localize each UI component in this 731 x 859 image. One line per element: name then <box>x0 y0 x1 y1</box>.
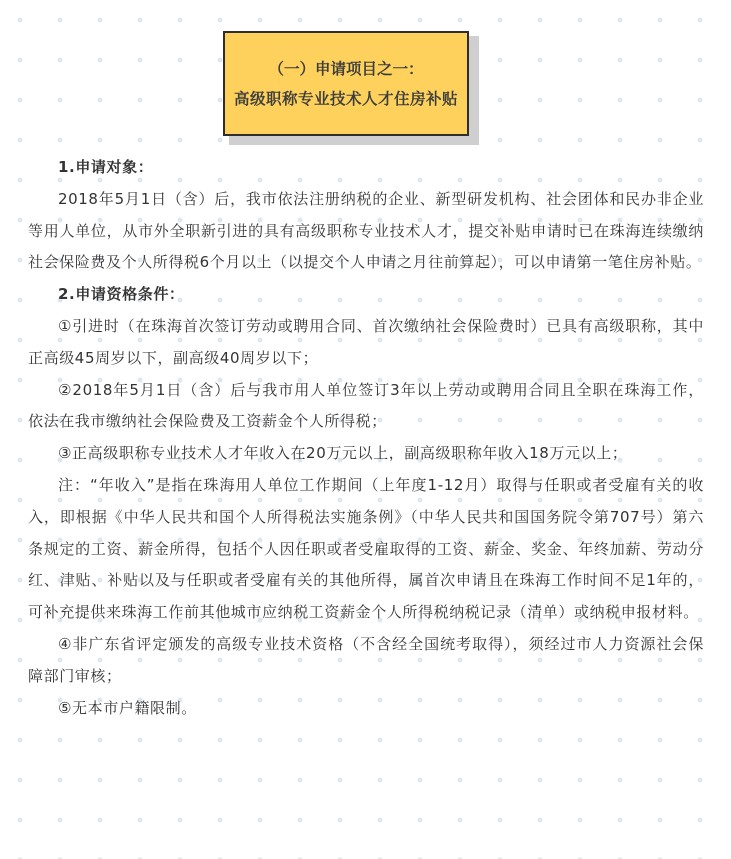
requirement-note: 注：“年收入”是指在珠海用人单位工作期间（上年度1-12月）取得与任职或者受雇有关的收入，即根据《中华人民共和国个人所得税法实施条例》（中华人民共和国国务院令第707号）第六条规定的工资、薪金所得，包括个人因任职或者受雇取得的工资、薪金、奖金、年终加薪、劳动分红、津贴、补贴以及与任职或者受雇有关的其他所得，属首次申请且在珠海工作时间不足1年的，可补充提供来珠海工作前其他城市应纳税工资薪金个人所得税纳税记录（清单）或纳税申报材料。 <box>28 475 704 622</box>
title-line-1: （一）申请项目之一： <box>268 59 424 78</box>
title-box <box>223 31 469 136</box>
requirement-item-3: ③正高级职称专业技术人才年收入在20万元以上，副高级职称年收入18万元以上； <box>58 444 628 463</box>
section-1-paragraph: 2018年5月1日（含）后，我市依法注册纳税的企业、新型研发机构、社会团体和民办非企业等用人单位，从市外全职新引进的具有高级职称专业技术人才，提交补贴申请时已在珠海连续缴纳社会保险费及个人所得税6个月以上（以提交个人申请之月往前算起），可以申请第一笔住房补贴。 <box>28 189 704 272</box>
requirement-item-2: ②2018年5月1日（含）后与我市用人单位签订3年以上劳动或聘用合同且全职在珠海工作，依法在我市缴纳社会保险费及工资薪金个人所得税； <box>28 380 704 431</box>
title-card <box>223 31 479 145</box>
requirement-item-1: ①引进时（在珠海首次签订劳动或聘用合同、首次缴纳社会保险费时）已具有高级职称，其中正高级45周岁以下，副高级40周岁以下； <box>28 316 704 367</box>
title-line-2: 高级职称专业技术人才住房补贴 <box>233 89 458 108</box>
section-1-heading: 1.申请对象： <box>58 158 154 176</box>
requirement-item-5: ⑤无本市户籍限制。 <box>58 698 197 717</box>
requirement-item-4: ④非广东省评定颁发的高级专业技术资格（不含经全国统考取得），须经过市人力资源社会保障部门审核； <box>28 634 704 685</box>
article-body <box>28 152 704 724</box>
section-2-heading: 2.申请资格条件： <box>58 285 185 304</box>
